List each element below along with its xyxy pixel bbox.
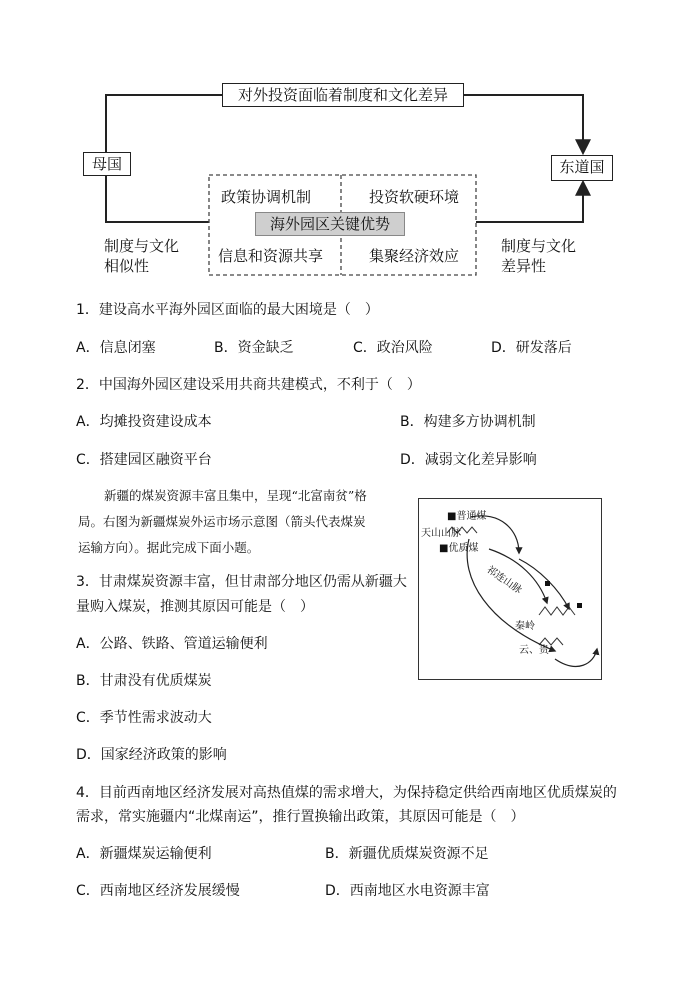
cell-agglomeration: 集聚经济效应: [369, 247, 460, 265]
q2-option-a[interactable]: A．均摊投资建设成本: [76, 414, 212, 430]
q3-stem-line1: 3．甘肃煤炭资源丰富，但甘肃部分地区仍需从新疆大: [76, 574, 407, 590]
q4-option-d[interactable]: D．西南地区水电资源丰富: [325, 883, 490, 899]
home-country-box: 母国: [83, 152, 131, 176]
q4-option-a[interactable]: A．新疆煤炭运输便利: [76, 846, 212, 862]
left-note-line2: 相似性: [104, 257, 150, 275]
passage-line1: 新疆的煤炭资源丰富且集中，呈现“北富南贫”格: [104, 488, 367, 503]
q4-option-b[interactable]: B．新疆优质煤炭资源不足: [325, 846, 489, 862]
label-qinling: 秦岭: [515, 621, 535, 632]
q3-option-b[interactable]: B．甘肃没有优质煤炭: [76, 673, 212, 689]
q1-stem: 1．建设高水平海外园区面临的最大困境是（ ）: [76, 302, 379, 318]
top-label-box: 对外投资面临着制度和文化差异: [222, 83, 464, 107]
label-qilian: 祁连山脉: [484, 564, 524, 597]
right-note-line2: 差异性: [501, 257, 547, 275]
q4-option-c[interactable]: C．西南地区经济发展缓慢: [76, 883, 240, 899]
passage-line3: 运输方向）。据此完成下面小题。: [78, 540, 260, 555]
q1-option-c[interactable]: C．政治风险: [353, 340, 433, 356]
right-note-line1: 制度与文化: [501, 237, 577, 255]
q4-stem-line2: 需求，常实施疆内“北煤南运”，推行置换输出政策，其原因可能是（ ）: [76, 809, 525, 825]
q2-option-b[interactable]: B．构建多方协调机制: [400, 414, 536, 430]
center-label: 海外园区关键优势: [255, 212, 405, 236]
q2-stem: 2．中国海外园区建设采用共商共建模式，不利于（ ）: [76, 377, 421, 393]
q3-option-d[interactable]: D．国家经济政策的影响: [76, 747, 227, 763]
q3-option-a[interactable]: A．公路、铁路、管道运输便利: [76, 636, 268, 652]
label-quality-coal: ■优质煤: [439, 543, 479, 554]
left-note-line1: 制度与文化: [104, 237, 180, 255]
q1-option-a[interactable]: A．信息闭塞: [76, 340, 156, 356]
cell-info: 信息和资源共享: [218, 247, 324, 265]
cell-environment: 投资软硬环境: [369, 188, 460, 206]
passage-line2: 局。右图为新疆煤炭外运市场示意图（箭头代表煤炭: [78, 514, 366, 529]
q2-option-c[interactable]: C．搭建园区融资平台: [76, 452, 212, 468]
label-common-coal: ■普通煤: [447, 511, 487, 522]
q1-option-d[interactable]: D．研发落后: [491, 340, 572, 356]
q3-stem-line2: 量购入煤炭，推测其原因可能是（ ）: [76, 599, 314, 615]
host-country-box: 东道国: [551, 155, 613, 181]
qinling-mountains: [539, 607, 575, 615]
market-marker-2: [577, 603, 582, 608]
q2-option-d[interactable]: D．减弱文化差异影响: [400, 452, 537, 468]
label-tianshan: 天山山脉: [421, 528, 461, 539]
label-yungui: 云、贵: [519, 645, 549, 656]
market-marker-1: [545, 581, 550, 586]
q3-option-c[interactable]: C．季节性需求波动大: [76, 710, 212, 726]
q1-option-b[interactable]: B．资金缺乏: [214, 340, 294, 356]
coal-arrow-return: [555, 649, 597, 666]
coal-arrow-south: [467, 539, 555, 651]
coal-map: [418, 498, 602, 680]
coal-arrow-east: [519, 559, 569, 609]
q4-stem-line1: 4．目前西南地区经济发展对高热值煤的需求增大，为保持稳定供给西南地区优质煤炭的: [76, 785, 617, 801]
cell-policy: 政策协调机制: [221, 188, 312, 206]
